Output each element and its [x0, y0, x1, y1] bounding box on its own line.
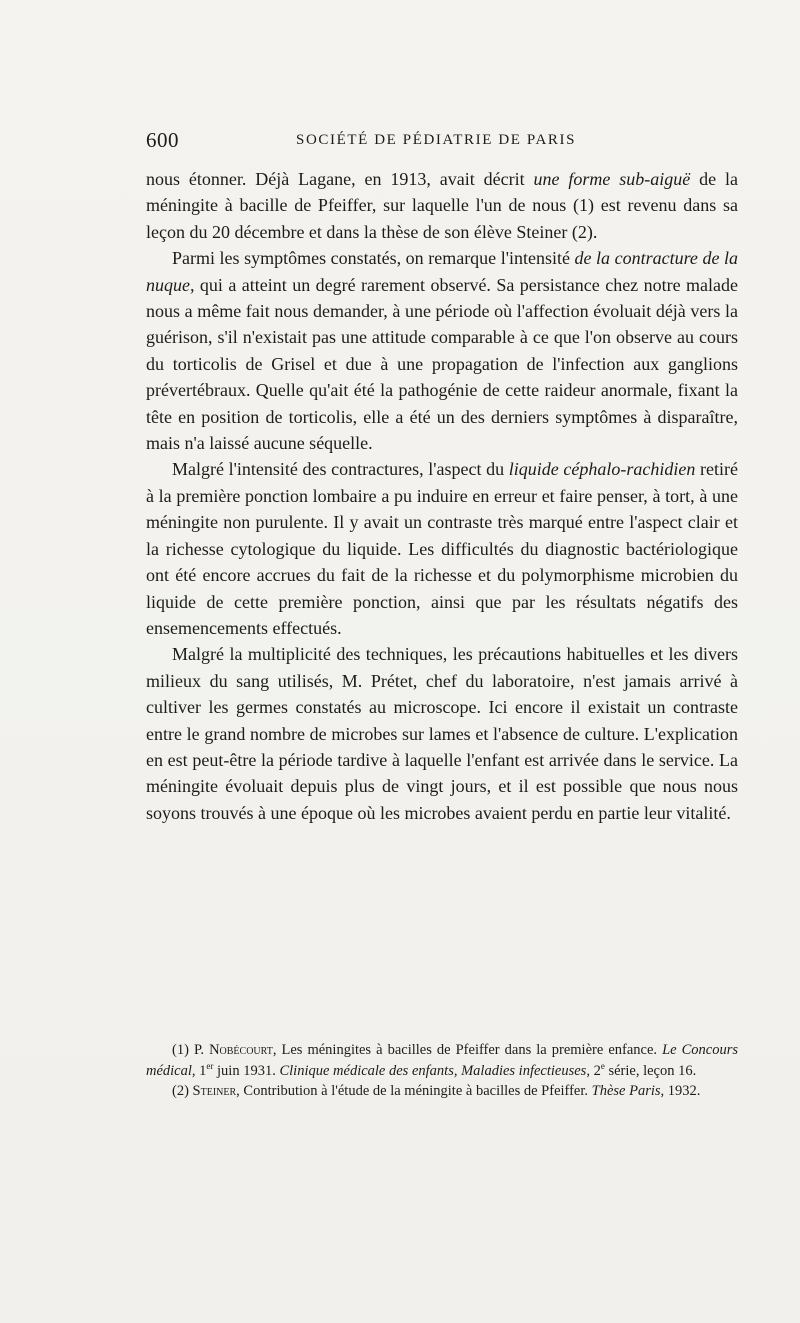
paragraph-1-text-a: nous étonner. Déjà Lagane, en 1913, avait décrit: [146, 169, 534, 189]
footnote-1-number: (1) P.: [172, 1042, 210, 1058]
paragraph-1-emphasis: une forme sub-aiguë: [533, 169, 691, 189]
paragraph-3-text-b: retiré à la première ponction lombaire a pu induire en erreur et faire penser, à tort, à une méningite non purulente. Il y avait un contraste très marqué entre l'aspect clair et la richesse cytologique du liquide. Les difficultés du diagnostic bactériologique ont été encore accrues du fait de la richesse et du polymorphisme microbien du liquide de cette première ponction, ainsi que par les résultats négatifs des ensemencements effectués.: [146, 459, 739, 638]
footnote-1: [146, 1040, 738, 1081]
paragraph-2: [146, 245, 738, 456]
footnote-2-text-a: , Contribution à l'étude de la méningite à bacilles de Pfeiffer.: [236, 1083, 592, 1099]
footnote-2-text-b: 1932.: [664, 1083, 701, 1099]
footnote-1-author: Nobécourt: [209, 1042, 273, 1058]
footnote-1-text-a: , Les méningites à bacilles de Pfeiffer dans la première enfance.: [272, 1042, 663, 1058]
footnotes: [146, 1040, 738, 1102]
footnote-1-journal: Le Concours médical,: [146, 1042, 738, 1079]
page-number: 600: [146, 128, 179, 152]
paragraph-1: [146, 166, 738, 245]
paragraph-3-emphasis: liquide céphalo-rachidien: [508, 459, 696, 480]
footnote-2-author: Steiner: [192, 1083, 237, 1099]
footnote-1-text-c: juin 1931.: [213, 1062, 280, 1079]
footnote-1-text-b: 1: [195, 1062, 207, 1079]
paragraph-4: Malgré la multiplicité des techniques, les précautions habituelles et les divers milieux du sang utilisés, M. Prétet, chef du laboratoire, n'est jamais arrivé à cultiver les germes constatés au microscope. Ici encore il existait un contraste entre le grand nombre de microbes sur lames et l'absence de culture. L'explication en est peut-être la période tardive à laquelle l'enfant est arrivée dans le service. La méningite évoluait depuis plus de vingt jours, et il est possible que nous nous soyons trouvés à une époque où les microbes avaient perdu en partie leur vitalité.: [146, 644, 738, 823]
paragraph-2-text-b: qui a atteint un degré rarement observé. Sa persistance chez notre malade nous a même fait nous demander, à une période où l'affection évoluait déjà vers la guérison, s'il n'existait pas une attitude comparable à ce que l'on observe au cours du torticolis de Grisel et due à une propagation de l'infection aux ganglions prévertébraux. Quelle qu'ait été la pathogénie de cette raideur anormale, fixant la tête en position de torticolis, elle a été un des derniers symptômes à disparaître, mais n'a laissé aucune séquelle.: [146, 274, 738, 454]
footnote-1-superscript-2: e: [600, 1060, 605, 1071]
page-header: [146, 128, 738, 156]
footnote-1-text-e: série, leçon 16.: [604, 1062, 697, 1079]
paragraph-3: [146, 456, 738, 641]
paragraph-3-text-a: Malgré l'intensité des contractures, l'aspect du: [172, 459, 509, 480]
footnote-1-superscript: er: [206, 1060, 214, 1071]
running-head: SOCIÉTÉ DE PÉDIATRIE DE PARIS: [296, 132, 577, 148]
footnote-1-text-d: 2: [589, 1062, 601, 1079]
footnote-2-thesis: Thèse Paris,: [591, 1083, 665, 1099]
footnote-2-number: (2): [172, 1083, 193, 1099]
footnote-2: [146, 1081, 738, 1102]
footnote-1-book: Clinique médicale des enfants, Maladies infectieuses,: [279, 1062, 590, 1079]
body-text: [146, 166, 738, 826]
paragraph-2-emphasis: de la contracture de la nuque,: [146, 248, 738, 295]
paragraph-1-text-b: de la méningite à bacille de Pfeiffer, sur laquelle l'un de nous (1) est revenu dans sa leçon du 20 décembre et dans la thèse de son élève Steiner (2).: [146, 169, 738, 242]
paragraph-2-text-a: Parmi les symptômes constatés, on remarque l'intensité: [172, 248, 575, 269]
